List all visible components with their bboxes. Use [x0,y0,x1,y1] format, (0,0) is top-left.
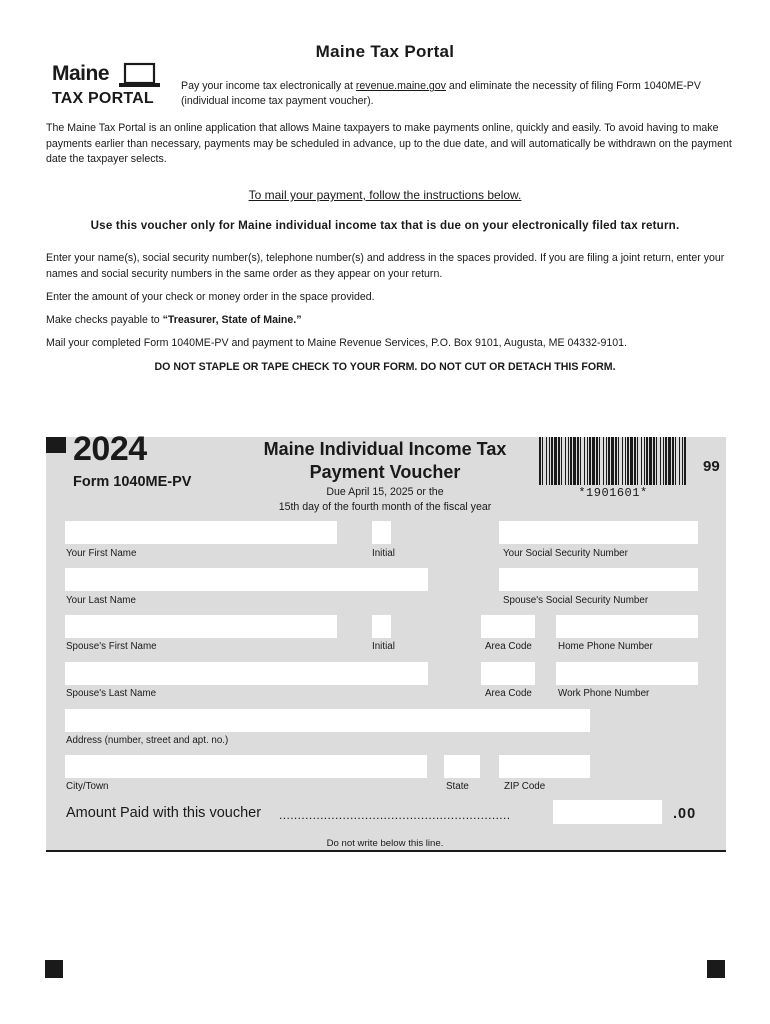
barcode-bar [679,437,680,485]
initial-input[interactable] [372,521,391,544]
zip-input[interactable] [499,755,590,778]
barcode-bar [565,437,566,485]
city-label: City/Town [66,781,109,792]
barcode-bar [637,437,638,485]
state-label: State [446,781,469,792]
checks-payable-instruction [46,313,734,329]
barcode-bar [587,437,588,485]
home-area-code-label: Area Code [485,641,532,652]
barcode-bar [630,437,633,485]
spouse-first-name-input[interactable] [65,615,337,638]
due-line1: Due April 15, 2025 or the [326,486,444,498]
barcode-bar [568,437,569,485]
state-input[interactable] [444,755,480,778]
barcode-bar [611,437,614,485]
portal-description: The Maine Tax Portal is an online application that allows Maine taxpayers to make payments online, quickly and easily. To avoid having to make payments earlier than necessary, payments may be scheduled in advance, up to the due date, and will automatically be withdrawn on the payment date the taxpayer selects. [46,122,732,165]
barcode-bar [584,437,585,485]
payable-name: “Treasurer, State of Maine.” [162,314,302,326]
work-phone-label: Work Phone Number [558,688,650,699]
spouse-initial-label: Initial [372,641,395,652]
mail-to-instruction: Mail your completed Form 1040ME-PV and payment to Maine Revenue Services, P.O. Box 9101, Augusta, ME 04332-9101. [46,337,628,349]
barcode-bar [634,437,636,485]
registration-mark-left [45,960,63,978]
zip-label: ZIP Code [504,781,546,792]
form-name: Form 1040ME-PV [73,474,192,490]
barcode-bar [603,437,604,485]
barcode-bar [549,437,550,485]
initial-label: Initial [372,548,395,559]
spouse-initial-input[interactable] [372,615,391,638]
barcode-bar [665,437,667,485]
last-name-input[interactable] [65,568,428,591]
amount-paid-label: Amount Paid with this voucher [66,805,262,821]
barcode-bar [608,437,610,485]
barcode-bar [615,437,617,485]
barcode [539,437,687,485]
barcode-bar [644,437,645,485]
spouse-last-name-label: Spouse's Last Name [66,688,157,699]
barcode-bar [672,437,674,485]
spouse-ssn-input[interactable] [499,568,698,591]
address-input[interactable] [65,709,590,732]
barcode-bar [660,437,661,485]
due-date [240,485,530,514]
logo-tax-portal-text: TAX PORTAL [52,90,154,107]
home-area-code-input[interactable] [481,615,535,638]
intro-before: Pay your income tax electronically at [181,80,356,92]
home-phone-input[interactable] [556,615,698,638]
page-title: Maine Tax Portal [315,42,455,61]
barcode-bar [684,437,686,485]
voucher-title-line2: Payment Voucher [309,462,461,482]
payable-prefix: Make checks payable to [46,314,163,326]
barcode-bar [649,437,652,485]
barcode-bar [558,437,560,485]
maine-tax-portal-logo [52,62,170,112]
city-input[interactable] [65,755,427,778]
barcode-bar [625,437,626,485]
revenue-link[interactable]: revenue.maine.gov [355,80,446,92]
barcode-bar [589,437,591,485]
form-code: 99 [703,458,720,475]
tax-year: 2024 [73,430,147,468]
barcode-number: *1901601* [578,486,648,500]
due-line2: 15th day of the fourth month of the fiscal year [278,500,492,513]
amount-paid-input[interactable] [553,800,662,824]
first-name-label: Your First Name [66,548,137,559]
ssn-input[interactable] [499,521,698,544]
barcode-bar [561,437,562,485]
enter-amount-instruction: Enter the amount of your check or money order in the space provided. [46,291,375,303]
barcode-bar [539,437,541,485]
barcode-bar [596,437,598,485]
registration-mark-right [707,960,725,978]
work-area-code-label: Area Code [485,688,532,699]
intro-after: and eliminate the necessity of filing Form 1040ME-PV (individual income tax payment voucher). [181,80,701,107]
laptop-icon [119,62,163,90]
intro-text [181,79,741,109]
voucher-use-notice: Use this voucher only for Maine individual income tax that is due on your electronically filed tax return. [90,219,680,232]
barcode-bar [577,437,579,485]
barcode-bar [622,437,623,485]
amount-leader-dots: .............................................................. [279,808,511,822]
spouse-ssn-label: Spouse's Social Security Number [503,595,649,606]
last-name-label: Your Last Name [66,595,136,606]
work-phone-input[interactable] [556,662,698,685]
barcode-bar [570,437,572,485]
barcode-bar [653,437,655,485]
barcode-bar [675,437,676,485]
barcode-bar [551,437,553,485]
enter-names-instruction: Enter your name(s), social security number(s), telephone number(s) and address in the spaces provided. If you are filing a joint return, enter your names and social security numbers in the same order as they appear on your return. [46,252,725,280]
barcode-bar [573,437,576,485]
logo-maine-text: Maine [52,62,110,85]
barcode-bar [641,437,642,485]
spouse-first-name-label: Spouse's First Name [66,641,157,652]
voucher-title [240,438,530,484]
barcode-bar [606,437,607,485]
barcode-bar [592,437,595,485]
barcode-bar [663,437,664,485]
barcode-bar [618,437,619,485]
do-not-staple-warning: DO NOT STAPLE OR TAPE CHECK TO YOUR FORM. DO NOT CUT OR DETACH THIS FORM. [154,361,616,373]
ssn-label: Your Social Security Number [503,548,628,559]
barcode-bar [554,437,557,485]
voucher-corner-mark [46,437,66,453]
barcode-bar [580,437,581,485]
voucher-title-line1: Maine Individual Income Tax [263,439,507,459]
barcode-bar [646,437,648,485]
barcode-bar [599,437,600,485]
barcode-bar [668,437,671,485]
voucher-bottom-rule [46,850,726,852]
first-name-input[interactable] [65,521,337,544]
barcode-bar [627,437,629,485]
work-area-code-input[interactable] [481,662,535,685]
do-not-write-note: Do not write below this line. [326,838,444,849]
address-label: Address (number, street and apt. no.) [66,735,229,746]
home-phone-label: Home Phone Number [558,641,653,652]
barcode-bar [682,437,683,485]
barcode-bar [542,437,543,485]
mail-instructions-heading: To mail your payment, follow the instructions below. [248,188,522,202]
barcode-bar [656,437,657,485]
amount-cents: .00 [673,806,697,822]
spouse-last-name-input[interactable] [65,662,428,685]
barcode-bar [546,437,547,485]
